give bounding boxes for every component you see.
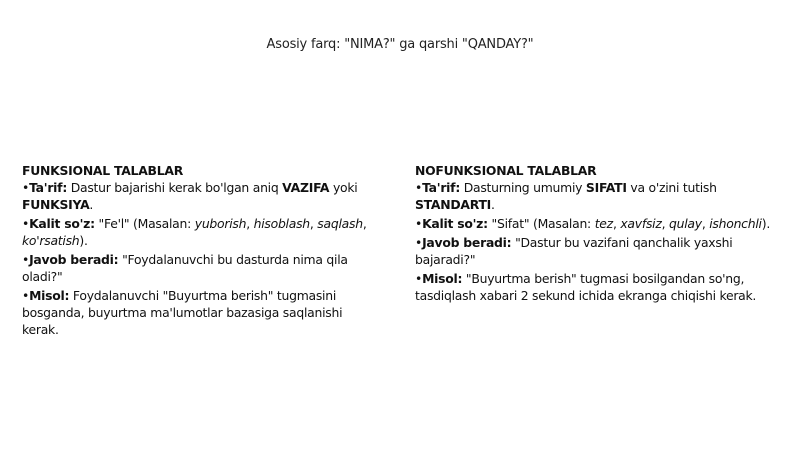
example-word: saqlash (317, 216, 363, 231)
item-text: va o'zini tutish (626, 180, 717, 195)
definition-item (415, 179, 780, 213)
item-text: . (491, 197, 495, 212)
item-label: Javob beradi: (422, 235, 512, 250)
column-heading: FUNKSIONAL TALABLAR (22, 163, 184, 178)
example-word: yuborish (194, 216, 247, 231)
emphasis-text: FUNKSIYA (22, 197, 90, 212)
item-text: , (612, 216, 621, 231)
example-item (22, 287, 382, 338)
item-text: Dasturning umumiy (460, 180, 586, 195)
answers-item (415, 234, 780, 268)
keyword-item (415, 215, 780, 232)
bullet: • (22, 180, 30, 195)
bullet: • (22, 252, 30, 267)
item-text: Foydalanuvchi "Buyurtma berish" tugmasini bosganda, buyurtma ma'lumotlar bazasiga saqlanishi kerak. (22, 288, 343, 337)
emphasis-text: STANDARTI (415, 197, 492, 212)
item-text: , (362, 216, 367, 231)
answers-item (22, 251, 382, 285)
functional-requirements-column (22, 162, 382, 340)
item-text: "Dastur bu vazifani qanchalik yaxshi bajaradi?" (415, 235, 733, 267)
emphasis-text: VAZIFA (282, 180, 330, 195)
item-text: ). (79, 233, 88, 248)
bullet: • (415, 271, 423, 286)
bullet: • (22, 288, 30, 303)
item-text: . (89, 197, 94, 212)
example-word: ishonchli (709, 216, 762, 231)
example-word: tez (594, 216, 613, 231)
column-heading: NOFUNKSIONAL TALABLAR (415, 163, 597, 178)
slide-title: Asosiy farq: "NIMA?" ga qarshi "QANDAY?" (266, 37, 534, 52)
bullet: • (415, 216, 423, 231)
bullet: • (415, 180, 423, 195)
item-label: Ta'rif: (29, 180, 68, 195)
example-word: ko'rsatish (22, 233, 80, 248)
item-label: Ta'rif: (422, 180, 461, 195)
item-text: "Sifat" (Masalan: (487, 216, 595, 231)
item-text: ). (761, 216, 771, 231)
item-text: "Buyurtma berish" tugmasi bosilgandan so'ng, tasdiqlash xabari 2 sekund ichida ekranga chiqishi kerak. (415, 271, 757, 303)
item-text: , (701, 216, 710, 231)
example-item (415, 270, 780, 304)
item-label: Misol: (29, 288, 70, 303)
bullet: • (415, 235, 423, 250)
item-text: "Foydalanuvchi bu dasturda nima qila oladi?" (22, 252, 348, 284)
item-label: Kalit so'z: (422, 216, 488, 231)
keyword-item (22, 215, 382, 249)
example-word: hisoblash (253, 216, 310, 231)
item-text: , (309, 216, 318, 231)
nonfunctional-requirements-column (415, 162, 780, 306)
emphasis-text: SIFATI (585, 180, 627, 195)
item-label: Kalit so'z: (29, 216, 95, 231)
example-word: qulay (669, 216, 702, 231)
definition-item (22, 179, 382, 213)
item-label: Javob beradi: (29, 252, 119, 267)
item-text: , (661, 216, 669, 231)
item-text: , (246, 216, 254, 231)
item-text: "Fe'l" (Masalan: (94, 216, 195, 231)
bullet: • (22, 216, 30, 231)
item-text: yoki (329, 180, 358, 195)
item-text: Dastur bajarishi kerak bo'lgan aniq (67, 180, 283, 195)
item-label: Misol: (422, 271, 463, 286)
example-word: xavfsiz (620, 216, 662, 231)
